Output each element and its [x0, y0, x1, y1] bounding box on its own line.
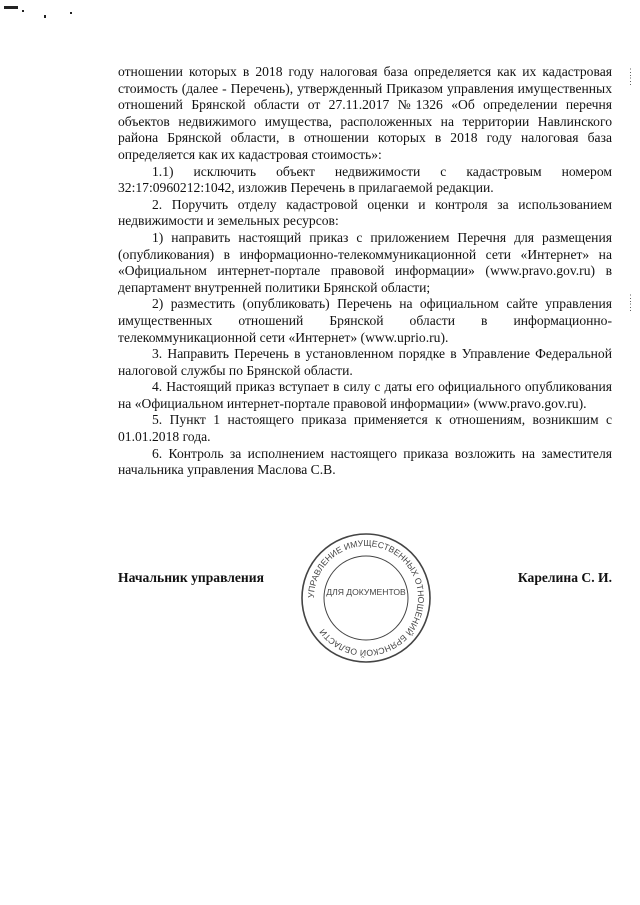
paragraph-5: 5. Пункт 1 настоящего приказа применяется к отношениям, возникшим с 01.01.2018 года.: [118, 412, 612, 445]
scan-mark: [4, 6, 18, 9]
signature-block: [118, 570, 612, 590]
binding-mark: ⋮ ⋮: [626, 67, 635, 86]
paragraph-6: 6. Контроль за исполнением настоящего приказа возложить на заместителя начальника управления Маслова С.В.: [118, 445, 612, 478]
paragraph-3: 3. Направить Перечень в установленном порядке в Управление Федеральной налоговой службы по Брянской области.: [118, 346, 612, 378]
document-body: [118, 64, 612, 479]
stamp-ring-text: УПРАВЛЕНИЕ ИМУЩЕСТВЕННЫХ ОТНОШЕНИЙ БРЯНСКОЙ ОБЛАСТИ: [305, 537, 427, 659]
stamp-center-text: ДЛЯ ДОКУМЕНТОВ: [326, 587, 406, 597]
signatory-title: Начальник управления: [118, 570, 264, 585]
official-stamp: [298, 530, 434, 666]
signatory-name: Карелина С. И.: [517, 570, 612, 585]
paragraph-2: 2. Поручить отделу кадастровой оценки и контроля за использованием недвижимости и земельных ресурсов:: [118, 196, 612, 229]
paragraph-4: 4. Настоящий приказ вступает в силу с даты его официального опубликования на «Официальном интернет-портале правовой информации» (www.pravo.gov.ru).: [118, 379, 612, 411]
paragraph-2-1: 1) направить настоящий приказ с приложением Перечня для размещения (опубликования) в информационно-телекоммуникационной сети «Интернет» на «Официальном интернет-портале правовой информации» (www.pravo.gov.ru) в департамент внутренней политики Брянской области;: [118, 229, 612, 295]
binding-mark: ⋮ ⋮: [626, 293, 635, 312]
scan-mark: [22, 10, 24, 12]
paragraph-intro: отношении которых в 2018 году налоговая база определяется как их кадастровая стоимость (далее - Перечень), утвержденный Приказом управления имущественных отношений Брянской области от 27.11.2017 №1326 «Об определении перечня объектов недвижимого имущества, расположенных на территории Навлинского района Брянской области, в отношении которых в 2018 году налоговая база определяется как их кадастровая стоимость»:: [118, 64, 612, 162]
scan-mark: [44, 15, 46, 18]
scan-mark: [70, 12, 72, 14]
paragraph-2-2: 2) разместить (опубликовать) Перечень на официальном сайте управления имущественных отношений Брянской области в информационно-телекоммуникационной сети «Интернет» (www.uprio.ru).: [118, 296, 612, 345]
paragraph-1-1: 1.1) исключить объект недвижимости с кадастровым номером 32:17:0960212:1042, изложив Перечень в прилагаемой редакции.: [118, 163, 612, 196]
